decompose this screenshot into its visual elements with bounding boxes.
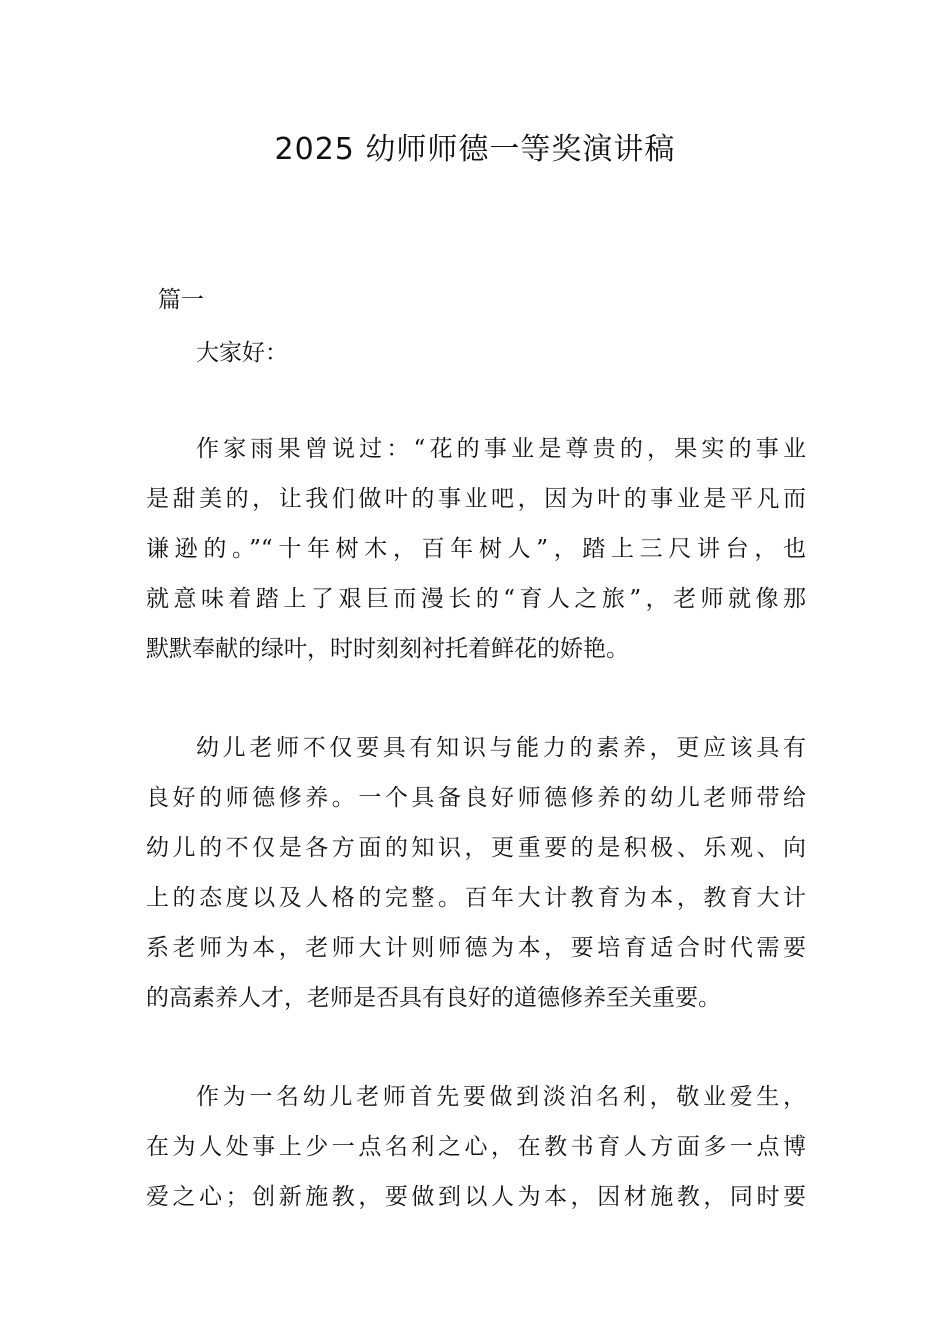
paragraph-line: 幼儿老师不仅要具有知识与能力的素养，更应该具有 <box>196 735 806 761</box>
paragraph-line: 爱之心；创新施教，要做到以人为本，因材施教，同时要 <box>146 1184 806 1210</box>
paragraph-line: 就意味着踏上了艰巨而漫长的“育人之旅”，老师就像那 <box>146 586 806 612</box>
paragraph-line: 的高素养人才，老师是否具有良好的道德修养至关重要。 <box>146 985 721 1011</box>
paragraph-line: 上的态度以及人格的完整。百年大计教育为本，教育大计 <box>146 885 806 911</box>
paragraph-2 <box>146 723 806 1023</box>
document-title: 2025 幼师师德一等奖演讲稿 <box>274 132 676 167</box>
greeting-line: 大家好： <box>196 340 288 366</box>
paragraph-line: 幼儿的不仅是各方面的知识，更重要的是积极、乐观、向 <box>146 835 806 861</box>
paragraph-line: 作为一名幼儿老师首先要做到淡泊名利，敬业爱生， <box>196 1084 806 1110</box>
paragraph-line: 在为人处事上少一点名利之心，在教书育人方面多一点博 <box>146 1134 806 1160</box>
paragraph-1 <box>146 424 806 674</box>
paragraph-3 <box>146 1072 806 1222</box>
paragraph-line: 是甜美的，让我们做叶的事业吧，因为叶的事业是平凡而 <box>146 486 806 512</box>
paragraph-line: 默默奉献的绿叶，时时刻刻衬托着鲜花的娇艳。 <box>146 636 629 662</box>
paragraph-line: 系老师为本，老师大计则师德为本，要培育适合时代需要 <box>146 935 806 961</box>
section-label: 篇一 <box>158 287 204 313</box>
paragraph-line: 良好的师德修养。一个具备良好师德修养的幼儿老师带给 <box>146 785 806 811</box>
paragraph-line: 谦逊的。”“十年树木，百年树人”，踏上三尺讲台，也 <box>146 536 806 562</box>
paragraph-line: 作家雨果曾说过：“花的事业是尊贵的，果实的事业 <box>196 436 806 462</box>
